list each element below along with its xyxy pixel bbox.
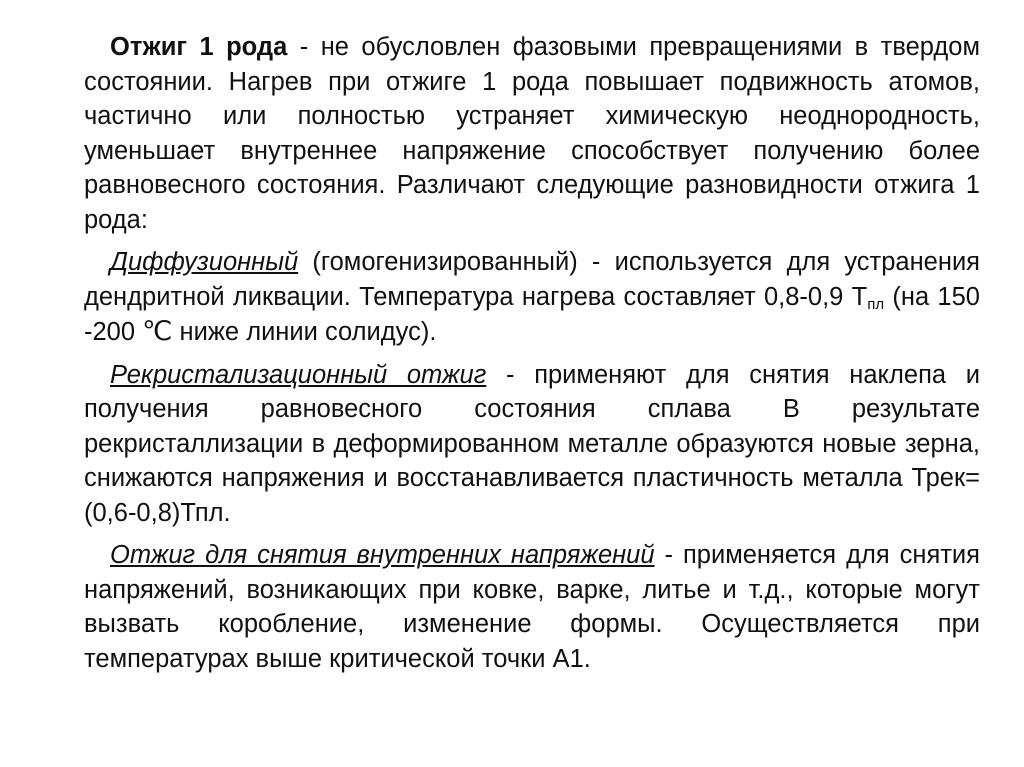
- paragraph-diffusion-text-after: ниже линии солидус).: [172, 318, 437, 346]
- paragraph-recrystallization-annealing: [84, 358, 980, 531]
- term-stress-relief-annealing: Отжиг для снятия внутренних напряжений: [110, 541, 655, 569]
- term-diffusion-annealing: Диффузионный: [110, 248, 299, 276]
- paragraph-annealing-type-1: [84, 30, 980, 237]
- paragraph-recrystallization-text: - применяют для снятия наклепа и получения равновесного состояния сплава В результате рекристаллизации в деформированном металле образуются новые зерна, снижаются напряжения и восстанавливается пластичность металла Трек=(0,6-0,8)Тпл.: [84, 360, 980, 527]
- paragraph-diffusion-annealing: [84, 245, 980, 350]
- term-recrystallization-annealing: Рекристализационный отжиг: [110, 360, 487, 389]
- paragraph-annealing-type-1-text: - не обусловлен фазовыми превращениями в твердом состоянии. Нагрев при отжиге 1 рода повышает подвижность атомов, частично или полностью устраняет химическую неоднородность, уменьшает внутреннее напряжение способствует получению более равновесного состояния. Различают следующие разновидности отжига 1 рода:: [84, 33, 980, 234]
- term-annealing-type-1: Отжиг 1 рода: [110, 33, 288, 61]
- paragraph-diffusion-text-middle: (на 150 -200: [84, 282, 980, 346]
- melting-point-subscript: пл: [867, 295, 885, 313]
- paragraph-stress-relief-text: - применяется для снятия напряжений, возникающих при ковке, варке, литье и т.д., которые могут вызвать коробление, изменение формы. Осуществляется при температурах выше критической точки А1.: [84, 541, 980, 673]
- slide-text-body: [84, 30, 980, 684]
- paragraph-diffusion-text-before: (гомогенизированный) - используется для устранения дендритной ликвации. Температура нагрева составляет 0,8-0,9 Т: [84, 248, 980, 311]
- paragraph-stress-relief-annealing: [84, 538, 980, 676]
- degree-celsius-symbol: ℃: [142, 316, 173, 346]
